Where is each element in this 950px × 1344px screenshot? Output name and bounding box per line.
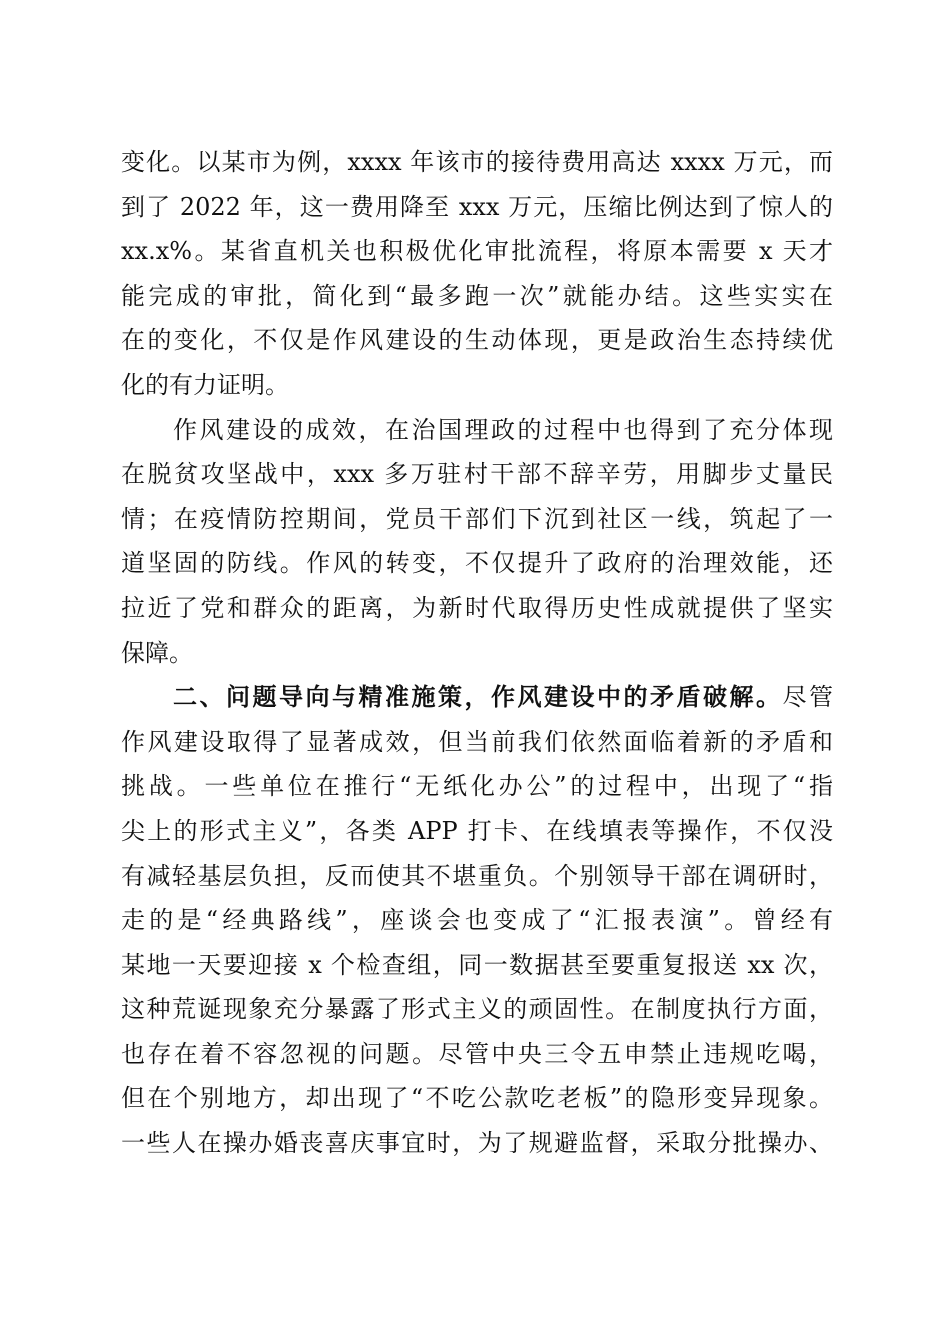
- text-line: 在的变化，不仅是作风建设的生动体现，更是政治生态持续优: [121, 326, 833, 355]
- text-line: 一些人在操办婚丧喜庆事宜时，为了规避监督，采取分批操办、: [121, 1129, 833, 1158]
- text-line: 走的是“经典路线”，座谈会也变成了“汇报表演”。曾经有: [121, 906, 833, 935]
- text-line: 到了 2022 年，这一费用降至 xxx 万元，压缩比例达到了惊人的: [121, 192, 833, 221]
- text-line: 作风建设取得了显著成效，但当前我们依然面临着新的矛盾和: [121, 727, 833, 756]
- text-line: 也存在着不容忽视的问题。尽管中央三令五申禁止违规吃喝，: [121, 1039, 833, 1068]
- text-line: [121, 675, 833, 720]
- text-line: 能完成的审批，简化到“最多跑一次”就能办结。这些实实在: [121, 281, 833, 310]
- text-line: 化的有力证明。: [121, 370, 289, 399]
- text-line: 尖上的形式主义”，各类 APP 打卡、在线填表等操作，不仅没: [121, 816, 833, 845]
- text-line: 保障。: [121, 638, 193, 667]
- text-line: 某地一天要迎接 x 个检查组，同一数据甚至要重复报送 xx 次，: [121, 950, 833, 979]
- paragraph-3: [121, 675, 833, 1166]
- text-line: 道坚固的防线。作风的转变，不仅提升了政府的治理效能，还: [121, 549, 833, 578]
- text-line: 挑战。一些单位在推行“无纸化办公”的过程中，出现了“指: [121, 772, 833, 801]
- section-heading: 二、问题导向与精准施策，作风建设中的矛盾破解。: [173, 682, 783, 712]
- text-line: 在脱贫攻坚战中，xxx 多万驻村干部不辞辛劳，用脚步丈量民: [121, 460, 833, 489]
- text-line: 这种荒诞现象充分暴露了形式主义的顽固性。在制度执行方面，: [121, 995, 833, 1024]
- text-line: 有减轻基层负担，反而使其不堪重负。个别领导干部在调研时，: [121, 861, 833, 890]
- text-line: 但在个别地方，却出现了“不吃公款吃老板”的隐形变异现象。: [121, 1084, 833, 1113]
- text-line: 变化。以某市为例，xxxx 年该市的接待费用高达 xxxx 万元，而: [121, 148, 833, 176]
- text-line: 情；在疫情防控期间，党员干部们下沉到社区一线，筑起了一: [121, 504, 833, 533]
- paragraph-1: [121, 140, 833, 408]
- text-line: 拉近了党和群众的距离，为新时代取得历史性成就提供了坚实: [121, 593, 833, 622]
- document-body: [121, 140, 833, 1166]
- heading-line-rest: 尽管: [782, 683, 833, 712]
- paragraph-2: [121, 408, 833, 676]
- text-line: xx.x%。某省直机关也积极优化审批流程，将原本需要 x 天才: [121, 237, 833, 266]
- text-line: 作风建设的成效，在治国理政的过程中也得到了充分体现: [173, 415, 833, 444]
